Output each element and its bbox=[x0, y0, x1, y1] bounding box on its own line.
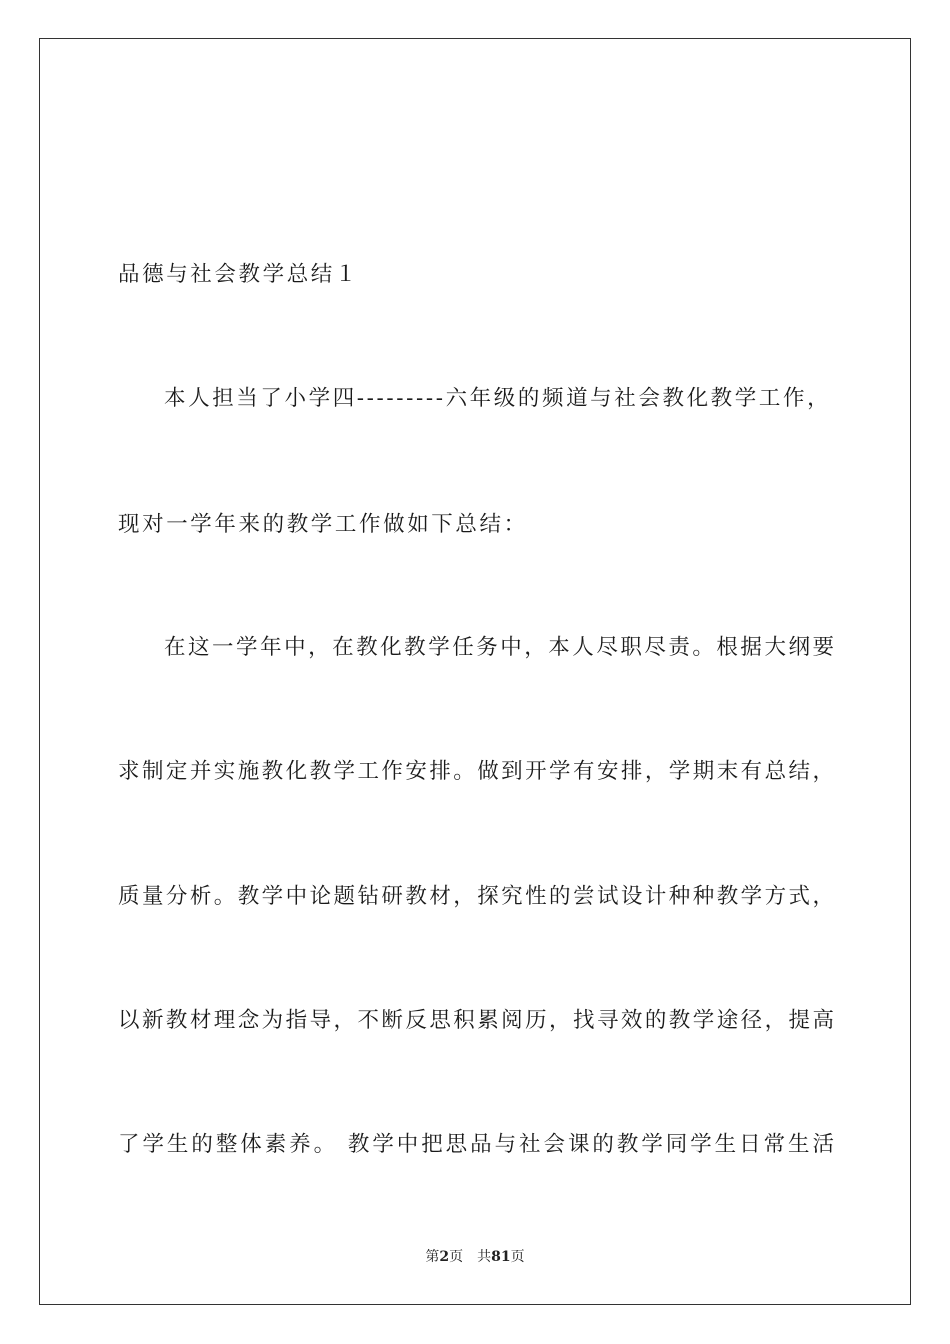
page-prefix: 第 bbox=[425, 1249, 440, 1265]
document-title: 品德与社会教学总结１ bbox=[118, 262, 360, 287]
total-prefix: 共 bbox=[477, 1249, 492, 1265]
paragraph-2-line-3: 质量分析。教学中论题钻研教材，探究性的尝试设计种种教学方式， bbox=[118, 884, 834, 909]
page-border bbox=[39, 38, 911, 1305]
total-suffix: 页 bbox=[510, 1249, 525, 1265]
page-footer bbox=[0, 1247, 950, 1267]
page-suffix: 页 bbox=[449, 1249, 464, 1265]
paragraph-2-line-5: 了学生的整体素养。 教学中把思品与社会课的教学同学生日常生活 bbox=[118, 1132, 834, 1157]
paragraph-1-line-1: 本人担当了小学四---------六年级的频道与社会教化教学工作， bbox=[164, 386, 832, 411]
page-number: 2 bbox=[439, 1249, 450, 1265]
paragraph-2-line-1: 在这一学年中，在教化教学任务中，本人尽职尽责。根据大纲要 bbox=[164, 635, 834, 660]
paragraph-2-line-4: 以新教材理念为指导，不断反思积累阅历，找寻效的教学途径，提高 bbox=[118, 1008, 834, 1033]
total-pages: 81 bbox=[491, 1249, 511, 1265]
paragraph-1-line-2: 现对一学年来的教学工作做如下总结： bbox=[118, 512, 528, 537]
paragraph-2-line-2: 求制定并实施教化教学工作安排。做到开学有安排，学期末有总结， bbox=[118, 759, 834, 784]
